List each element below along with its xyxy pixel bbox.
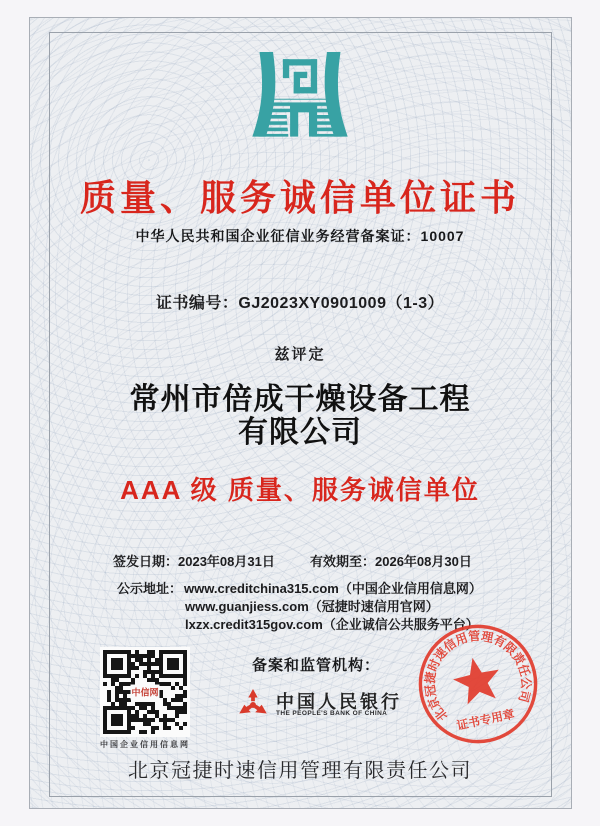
qr-caption: 中国企业信用信息网 bbox=[100, 740, 190, 749]
issuer-logo-icon bbox=[250, 52, 350, 142]
pboc-name: 中国人民银行 bbox=[276, 692, 402, 712]
award-title: AAA 级 质量、服务诚信单位 bbox=[120, 475, 480, 505]
certificate-number bbox=[0, 290, 600, 313]
seal-ring-text: 北京冠捷时速信用管理有限责任公司 bbox=[422, 628, 533, 724]
company-name bbox=[0, 383, 600, 449]
qr-center-label: 中信网 bbox=[130, 685, 159, 700]
valid-until-date: 有效期至：2026年08月30日 bbox=[310, 554, 472, 569]
certificate-number-value: GJ2023XY0901009（1-3） bbox=[238, 295, 445, 312]
pboc-name-en: THE PEOPLE'S BANK OF CHINA bbox=[276, 710, 388, 717]
company-name-line1: 常州市倍成干燥设备工程 bbox=[129, 383, 471, 416]
publicity-url-1: www.creditchina315.com（中国企业信用信息网） bbox=[184, 581, 482, 596]
pboc-logo-icon bbox=[238, 688, 268, 720]
qr-code bbox=[100, 647, 190, 737]
publicity-url-2: www.guanjiess.com（冠捷时速信用官网） bbox=[185, 599, 439, 614]
filing-license-subtitle: 中华人民共和国企业征信业务经营备案证：10007 bbox=[135, 228, 465, 244]
certificate-number-label: 证书编号： bbox=[155, 295, 239, 312]
regulator-label: 备案和监管机构： bbox=[252, 657, 381, 674]
pboc-block bbox=[238, 686, 438, 722]
company-seal bbox=[402, 608, 554, 760]
publicity-address-row1 bbox=[117, 578, 482, 597]
certificate-title: 质量、服务诚信单位证书 bbox=[79, 177, 520, 218]
seal-type-text: 证书专用章 bbox=[455, 707, 516, 733]
seal-star-icon bbox=[450, 653, 505, 706]
publicity-url-3: lxzx.credit315gov.com（企业诚信公共服务平台） bbox=[185, 617, 479, 632]
issue-date: 签发日期：2023年08月31日 bbox=[113, 554, 275, 569]
company-name-line2: 有限公司 bbox=[238, 416, 362, 449]
publicity-address-label: 公示地址： bbox=[117, 581, 183, 596]
issuer-name: 北京冠捷时速信用管理有限责任公司 bbox=[128, 760, 472, 782]
hereby-text: 兹评定 bbox=[274, 346, 326, 363]
